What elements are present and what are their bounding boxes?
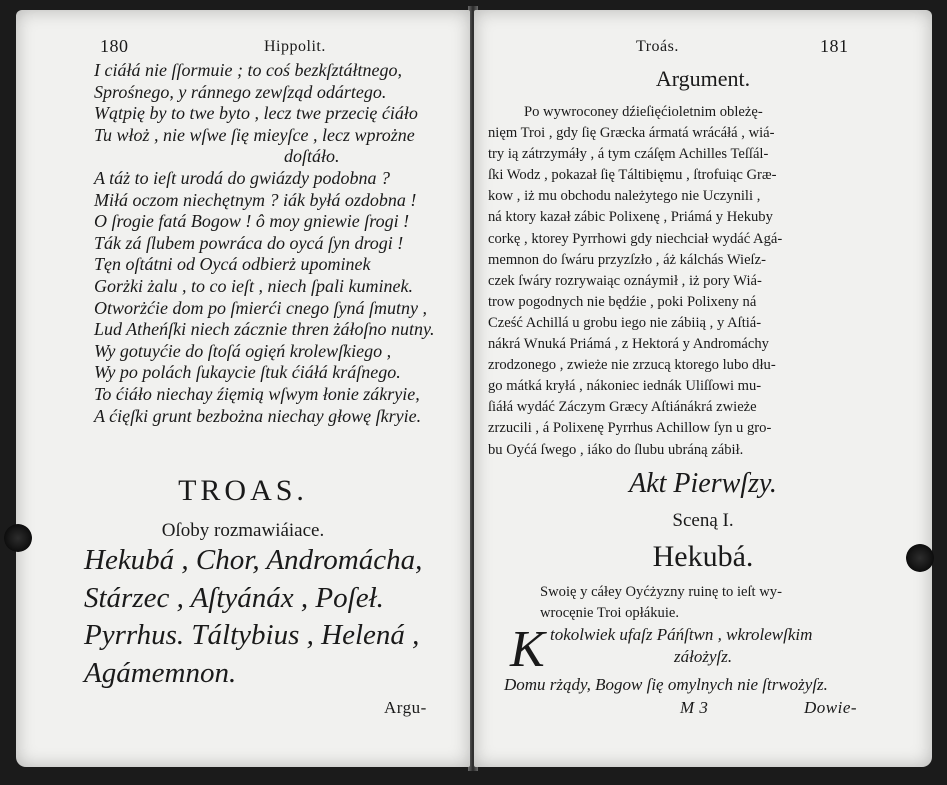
argument-line: zrzucili , á Polixenę Pyrrhus Achillow ſyn u gro- (488, 420, 772, 437)
argument-line: nákrá Wnuká Priámá , z Hektorá y Andromáchy (488, 336, 769, 353)
speech-line-3: Domu rżądy, Bogow ſię omylnych nie ſtrwożyſz. (504, 675, 828, 694)
argument-line: ſiáłá wydáć Záczym Græcy Aſtiánákrá zwieże (488, 399, 757, 416)
cast-line: Hekubá , Chor, Andromácha, (84, 544, 423, 576)
argument-line: kow , iż mu obchodu należytego nie Uczynili , (488, 188, 761, 205)
verse-line: A táż to ieſt urodá do gwiázdy podobna ? (94, 167, 391, 188)
argument-line: trow pogodnych nie będźie , poki Polixeny ná (488, 293, 757, 310)
cast-list (84, 542, 422, 692)
argument-line: try ią zátrzymáły , á tym czáſęm Achilles Teſſál- (488, 146, 769, 163)
verse-line: Otworżćie dom po ſmierći cnego ſyná ſmutny , (94, 297, 427, 318)
argument-line: Po wywroconey dźieſięćioletnim obleżę- (524, 104, 763, 120)
argument-line: ſki Wodz , pokazał ſię Táltibięmu , ſtrofuiąc Græ- (488, 167, 777, 184)
verse-line: Lud Atheńſki niech zácznie thren żáłoſno nutny. (94, 319, 435, 340)
speech-line-2: záłożyſz. (674, 647, 733, 666)
cast-line: Pyrrhus. Táltybius , Helená , (84, 619, 420, 651)
stage-direction-line: wrocęnie Troi opłákuie. (540, 605, 680, 622)
left-page-number: 180 (100, 36, 129, 56)
verse-line: A ćięſki grunt bezbożna niechay głowę ſkryie. (94, 405, 422, 426)
stage-direction-line: Swoię y cáłey Oyćżyzny ruinę to ieſt wy- (540, 584, 782, 600)
left-running-head: Hippolit. (264, 38, 326, 55)
argument-line: go mátká kryłá , nákoniec iednák Uliſſowi mu- (488, 378, 762, 395)
drop-cap: K (510, 621, 545, 678)
verse-line: I ciáłá nie ſſormuie ; to coś bezkſztáłtnego, (94, 60, 402, 80)
argument-line: zrodzonego , zwieże nie zrzucą ktorego lubo dłu- (488, 357, 776, 374)
argument-line: nięm Troi , gdy ſię Græcka ármatá wrácáłá , wiá- (488, 125, 775, 142)
verse-line: Wątpię by to twe byto , lecz twe przecię ćiáło (94, 103, 418, 124)
speech-line-1: tokolwiek ufaſz Páńſtwn , wkrolewſkim (550, 625, 813, 644)
verse-line: Tu włoż , nie wſwe ſię mieyſce , lecz wprożne (94, 124, 415, 145)
verse-line: Sprośnego, y ránnego zewſząd odártego. (94, 81, 387, 102)
verse-line: Gorżki żalu , to co ieſt , niech ſpali kuminek. (94, 275, 413, 296)
verse-line: O ſrogie fatá Bogow ! ô moy gniewie ſrogi ! (94, 211, 410, 232)
verse-line: doſtáło. (284, 146, 340, 167)
verse-line: To ćiáło niechay źięmią wſwym łonie zákryie, (94, 383, 420, 404)
argument-line: czek ſwáry rozrywaiąc oznáymił , iż pory Wiá- (488, 272, 762, 289)
scene-heading: Sceną I. (672, 510, 734, 531)
argument-text (488, 102, 782, 461)
left-page (16, 10, 470, 767)
verse-block (94, 60, 434, 427)
verse-line: Wy po polách ſukaycie ſtuk ćiáłá kráſnego. (94, 362, 401, 383)
right-running-head: Troás. (636, 38, 679, 55)
verse-line: Wy gotuyćie do ſtoſá ogięń krolewſkiego , (94, 340, 392, 361)
speaker-name: Hekubá. (652, 540, 754, 573)
argument-line: Cześć Achillá u grobu iego nie zábiią , y Aſtiá- (488, 314, 762, 331)
argument-heading: Argument. (655, 66, 751, 91)
cast-line: Stárzec , Aſtyánáx , Poſeł. (84, 581, 384, 614)
argument-line: bu Oyćá ſwego , iáko do ſlubu ubráną zábił. (488, 441, 744, 458)
right-page-number: 181 (820, 36, 849, 56)
play-title: TROAS. (178, 474, 308, 507)
binding-hole-right (906, 544, 934, 572)
act-heading: Akt Pierwſzy. (629, 468, 777, 499)
verse-line: Ták zá ſlubem powráca do oycá ſyn drogi ! (94, 232, 404, 253)
verse-line: Miłá oczom niechętnym ? iák byłá ozdobna ! (94, 189, 417, 210)
cast-line: Agámemnon. (84, 656, 237, 689)
binding-hole-left (4, 524, 32, 552)
signature-mark: M 3 (680, 698, 709, 717)
persons-heading: Oſoby rozmawiáiace. (161, 520, 325, 541)
right-page (474, 10, 932, 767)
verse-line: Tęn oſtátni od Oycá odbierż upominek (94, 254, 371, 275)
argument-line: corkę , ktorey Pyrrhowi gdy niechciał wydáć Agá- (488, 230, 783, 247)
argument-line: memnon do ſwáru przyzſzło , áż kálchás Wieſz- (488, 251, 766, 268)
stage-direction (540, 582, 782, 624)
right-catchword: Dowie- (804, 698, 858, 717)
left-catchword: Argu- (384, 698, 427, 717)
argument-line: ná ktory kazał zábic Polixenę , Priámá y Hekuby (488, 209, 773, 226)
